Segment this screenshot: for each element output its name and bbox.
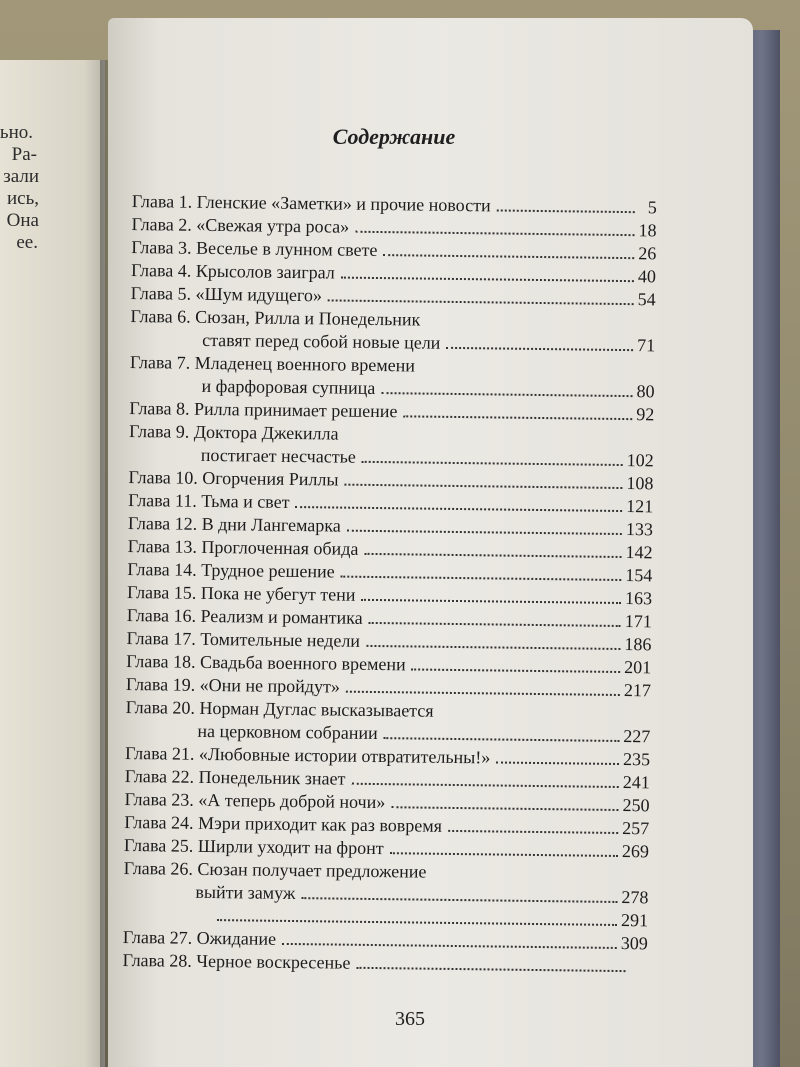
toc-chapter-title: Глава 3. Веселье в лунном свете xyxy=(131,236,378,261)
toc-leader-dots xyxy=(403,415,632,420)
toc-leader-dots xyxy=(448,830,618,834)
toc-chapter-title: Глава 12. В дни Лангемарка xyxy=(127,512,341,536)
toc-chapter-title: Глава 14. Трудное решение xyxy=(127,558,335,582)
toc-page-number: 92 xyxy=(636,404,655,425)
toc-leader-dots xyxy=(295,506,622,512)
toc-chapter-title-continuation: выйти замуж xyxy=(195,881,296,904)
toc-chapter-title: Глава 7. Младенец военного времени xyxy=(129,351,416,376)
toc-leader-dots xyxy=(366,645,620,650)
table-of-contents xyxy=(122,190,657,978)
toc-page-number: 26 xyxy=(638,243,657,264)
left-page-text: ись, xyxy=(6,188,39,209)
toc-page-number: 217 xyxy=(623,680,652,701)
toc-page-number: 241 xyxy=(622,772,650,793)
toc-leader-dots xyxy=(496,761,619,764)
toc-leader-dots xyxy=(356,967,625,972)
toc-chapter-title: Глава 22. Понедельник знает xyxy=(124,765,346,789)
toc-page-number: 235 xyxy=(622,749,651,770)
toc-leader-dots xyxy=(341,576,622,581)
toc-page-number: 257 xyxy=(622,818,650,839)
left-page xyxy=(0,60,105,1067)
toc-page-number: 108 xyxy=(626,473,654,494)
toc-leader-dots xyxy=(391,806,618,811)
toc-chapter-title: Глава 4. Крысолов заиграл xyxy=(130,259,335,283)
toc-leader-dots xyxy=(344,484,622,489)
toc-page-number: 291 xyxy=(620,910,649,931)
toc-chapter-title: Глава 24. Мэри приходит как раз вовремя xyxy=(124,811,443,836)
toc-title: Содержание xyxy=(332,124,456,149)
toc-page-number: 201 xyxy=(624,657,652,678)
toc-chapter-title: Глава 25. Ширли уходит на фронт xyxy=(123,834,384,859)
toc-leader-dots xyxy=(384,737,620,742)
toc-leader-dots xyxy=(301,897,617,903)
toc-chapter-title: Глава 28. Черное воскресенье xyxy=(122,949,351,973)
toc-page-number: 133 xyxy=(625,519,654,540)
toc-chapter-title: Глава 2. «Свежая утра роса» xyxy=(131,213,350,237)
toc-chapter-title: Глава 21. «Любовные истории отвратительны!» xyxy=(124,742,491,768)
toc-page-number: 102 xyxy=(626,450,654,471)
toc-chapter-title-continuation: на церковном собрании xyxy=(197,720,378,744)
toc-leader-dots xyxy=(341,277,634,283)
toc-leader-dots xyxy=(497,209,635,213)
toc-chapter-title: Глава 20. Норман Дуглас высказывается xyxy=(125,696,434,721)
toc-chapter-title: Глава 1. Гленские «Заметки» и прочие новости xyxy=(131,190,491,216)
toc-page-number: 18 xyxy=(638,220,657,241)
toc-chapter-title xyxy=(123,920,211,921)
toc-page-number: 40 xyxy=(637,266,657,287)
toc-page-number: 171 xyxy=(624,611,652,632)
toc-chapter-title: Глава 16. Реализм и романтика xyxy=(126,604,363,628)
toc-chapter-title: Глава 17. Томительные недели xyxy=(126,627,361,651)
toc-leader-dots xyxy=(282,943,617,949)
toc-page-number: 80 xyxy=(636,381,655,402)
toc-chapter-title: Глава 10. Огорчения Риллы xyxy=(128,466,339,490)
toc-page-number: 71 xyxy=(637,335,656,356)
toc-leader-dots xyxy=(346,691,620,696)
toc-leader-dots xyxy=(328,299,634,305)
toc-chapter-title: Глава 23. «А теперь доброй ночи» xyxy=(124,788,386,813)
toc-chapter-title: Глава 18. Свадьба военного времени xyxy=(126,650,406,675)
toc-leader-dots xyxy=(381,392,632,397)
toc-page-number: 163 xyxy=(624,588,653,609)
toc-chapter-title: Глава 11. Тьма и свет xyxy=(128,489,290,512)
toc-page-number: 154 xyxy=(625,565,653,586)
toc-chapter-title: Глава 19. «Они не пройдут» xyxy=(125,673,341,697)
toc-page-number: 278 xyxy=(621,887,649,908)
toc-leader-dots xyxy=(364,553,621,558)
toc-leader-dots xyxy=(347,530,622,535)
toc-page-number: 121 xyxy=(626,496,654,517)
toc-page-number: 5 xyxy=(647,197,657,218)
toc-page-number: 54 xyxy=(637,289,656,310)
toc-chapter-title: Глава 15. Пока не убегут тени xyxy=(126,581,356,605)
toc-page-number: 269 xyxy=(621,841,650,862)
page-number: 365 xyxy=(395,1008,425,1030)
toc-chapter-title: Глава 27. Ожидание xyxy=(122,926,277,949)
toc-page-number: 250 xyxy=(622,795,650,816)
toc-chapter-title: Глава 13. Проглоченная обида xyxy=(127,535,359,559)
toc-leader-dots xyxy=(217,919,617,926)
toc-chapter-title-continuation: ставят перед собой новые цели xyxy=(202,329,441,353)
toc-page-number: 227 xyxy=(623,726,651,747)
toc-chapter-title-continuation: постигает несчастье xyxy=(200,444,356,467)
toc-chapter-title: Глава 8. Рилла принимает решение xyxy=(129,397,398,422)
toc-chapter-title: Глава 26. Сюзан получает предложение xyxy=(123,857,427,882)
toc-page-number: 186 xyxy=(624,634,652,655)
toc-chapter-title-continuation: и фарфоровая супница xyxy=(201,375,376,398)
toc-leader-dots xyxy=(390,852,618,857)
toc-leader-dots xyxy=(446,347,633,351)
left-page-text: Ра- xyxy=(11,144,37,165)
toc-leader-dots xyxy=(362,461,623,466)
toc-leader-dots xyxy=(412,668,621,673)
toc-page-number: 142 xyxy=(625,542,653,563)
toc-leader-dots xyxy=(361,599,621,604)
toc-leader-dots xyxy=(383,254,634,259)
toc-leader-dots xyxy=(355,231,634,236)
toc-chapter-title: Глава 6. Сюзан, Рилла и Понедельник xyxy=(130,305,421,330)
left-page-text: зали xyxy=(3,166,39,187)
left-page-text: ьно. xyxy=(0,122,33,143)
toc-leader-dots xyxy=(351,783,618,788)
left-page-text: Она xyxy=(6,210,39,231)
left-page-text: ее. xyxy=(16,232,38,253)
toc-chapter-title: Глава 9. Доктора Джекилла xyxy=(128,420,339,444)
toc-chapter-title: Глава 5. «Шум идущего» xyxy=(130,282,323,306)
toc-leader-dots xyxy=(369,622,621,627)
toc-page-number: 309 xyxy=(620,933,648,954)
